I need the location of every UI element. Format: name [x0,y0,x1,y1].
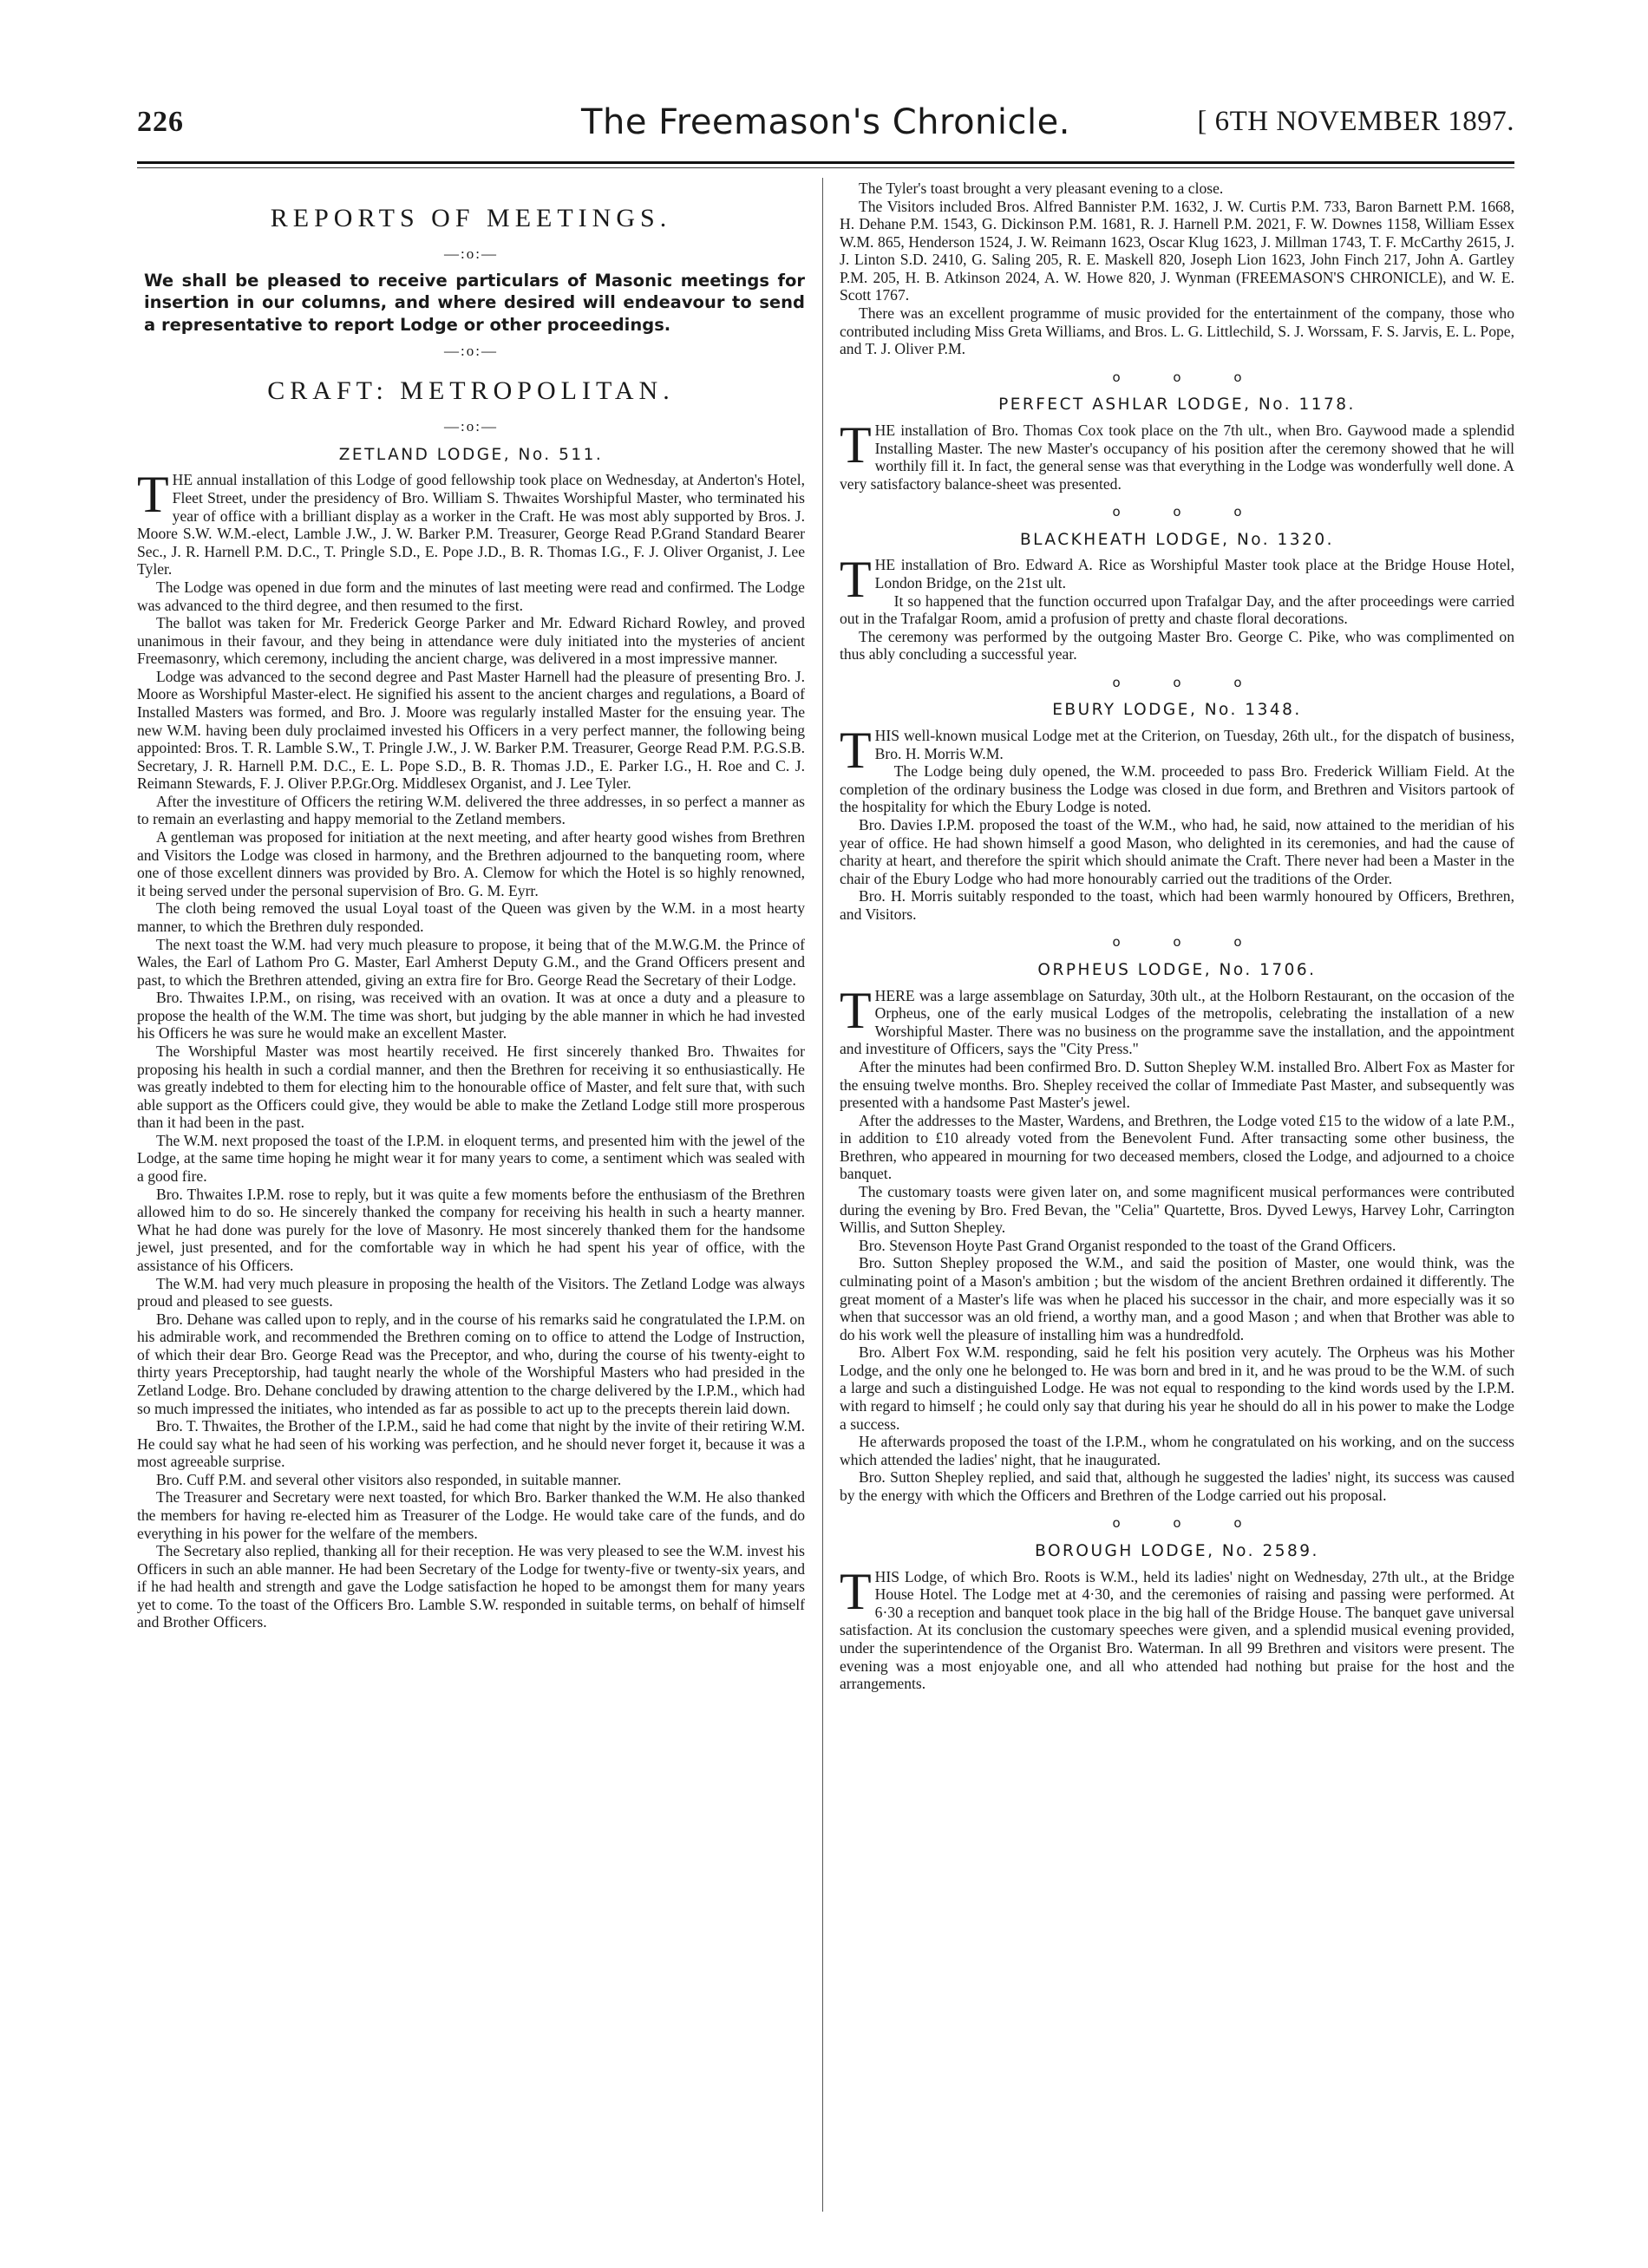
article-body-blackheath [840,592,1514,663]
lead-text: HE installation of Bro. Edward A. Rice as Worshipful Master took place at the Bridge House Hotel, London Bridge, on the 21st ult. [874,556,1514,592]
drop-cap: T [840,981,872,1039]
column-divider [822,178,823,2212]
lead-text: HERE was a large assemblage on Saturday, 30th ult., at the Holborn Restaurant, on the occasion of the Orpheus, one of the early musical Lodges of the metropolis, celebrating the installation of a new Worshipful Master. There was no business on the programme save the installation, and the appointment and investiture of Officers, says the "City Press." [840,986,1514,1058]
paragraph: Bro. T. Thwaites, the Brother of the I.P.M., said he had come that night by the invite of their retiring W.M. He could say what he had seen of his working was perfection, and he should never forget it, because it was a most agreeable surprise. [137,1417,805,1471]
article-body-zetland [137,578,805,1631]
right-column [840,180,1514,1693]
paragraph: Bro. Albert Fox W.M. responding, said he felt his position very acutely. The Orpheus was his Mother Lodge, and the only one he belonged to. He was born and bred in it, and he was proud to be the W.M. of such a large and such a distinguished Lodge. He was not equal to responding to the kind words used by the I.P.M. with regard to himself ; he could only say that during his year he should do all in his power to make the Lodge a success. [840,1343,1514,1433]
paragraph: After the investiture of Officers the retiring W.M. delivered the three addresses, in so perfect a manner as to remain an everlasting and happy memorial to the Zetland members. [137,792,805,828]
lead-paragraph [840,981,1514,1058]
paragraph: The cloth being removed the usual Loyal toast of the Queen was given by the W.M. in a most hearty manner, to which the Brethren duly responded. [137,899,805,935]
drop-cap: T [840,551,872,609]
reports-heading: REPORTS OF MEETINGS. [270,204,672,232]
paragraph: The customary toasts were given later on, and some magnificent musical performances were contributed during the evening by Bro. Fred Bevan, the "Celia" Quartette, Bros. Dyved Lewys, Harvey Lohr, Carrington Willis, and Sutton Shepley. [840,1183,1514,1237]
ornament: —:o:— [444,417,498,435]
paragraph: The ballot was taken for Mr. Frederick George Parker and Mr. Edward Richard Rowley, and proved unanimous in their favour, and they being in attendance were duly initiated into the mysteries of ancient Freemasonry, which ceremony, including the ancient charge, was delivered in a most impressive manner. [137,614,805,668]
paragraph: Bro. Thwaites I.P.M. rose to reply, but it was quite a few moments before the enthusiasm of the Brethren allowed him to do so. He sincerely thanked the company for receiving his health in such a hearty manner. What he had done was purely for the love of Masonry. He most sincerely thanked them for the handsome jewel, just presented, and for the comfortable way in which he had spent his year of office, with the assistance of his Officers. [137,1185,805,1274]
paragraph: Bro. Thwaites I.P.M., on rising, was received with an ovation. It was at once a duty and a pleasure to propose the health of the W.M. The time was short, but judging by the able manner in which he had invested his Officers he was sure he would make an excellent Master. [137,989,805,1042]
paragraph: Bro. Dehane was called upon to reply, and in the course of his remarks said he congratulated the I.P.M. on his admirable work, and recommended the Brethren coming on to office to attend the Lodge of Instruction, of which their dear Bro. George Read was the Preceptor, and who, during the course of his twenty-eight to thirty years Preceptorship, had taught nearly the whole of the Worshipful Masters who had presided in the Zetland Lodge. Bro. Dehane concluded by drawing attention to the charge delivered by the I.P.M., which had so much impressed the initiates, who intended as far as possible to act up to the precepts therein laid down. [137,1310,805,1417]
lodge-title-perfect-ashlar: PERFECT ASHLAR LODGE, No. 1178. [998,395,1356,415]
paragraph: Bro. H. Morris suitably responded to the toast, which had been warmly honoured by Officers, Brethren, and Visitors. [840,887,1514,923]
drop-cap: T [137,466,169,524]
paragraph: The Lodge was opened in due form and the minutes of last meeting were read and confirmed. The Lodge was advanced to the third degree, and then resumed to the first. [137,578,805,614]
lead-text: HE installation of Bro. Thomas Cox took place on the 7th ult., when Bro. Gaywood made a splendid Installing Master. The new Master's occupancy of his position after the ceremony showed that he will worthily fill it. In fact, the general sense was that everything in the Lodge was wonderfully well done. A very satisfactory balance-sheet was presented. [840,421,1514,493]
paragraph: The Worshipful Master was most heartily received. He first sincerely thanked Bro. Thwaites for proposing his health in such a cordial manner, and then the Brethren for receiving it so enthusiastically. He was greatly indebted to them for electing him to the honourable office of Master, and felt sure that, with such able support as the Officers could give, they would be able to make the Zetland Lodge still more prosperous than it had been in the past. [137,1042,805,1132]
header-rule-thin [137,167,1514,168]
issue-date: [ 6TH NOVEMBER 1897. [1197,106,1514,137]
paragraph: The Treasurer and Secretary were next toasted, for which Bro. Barker thanked the W.M. He also thanked the members for having re-elected him as Treasurer of the Lodge. He would take care of the funds, and do everything in his power for the welfare of the members. [137,1488,805,1542]
drop-cap: T [840,722,872,780]
page-header [137,102,1514,156]
paragraph: After the addresses to the Master, Wardens, and Brethren, the Lodge voted £15 to the widow of a late P.M., in addition to £10 already voted from the Benevolent Fund. After transacting some other business, the Brethren, who appeared in mourning for two deceased members, closed the Lodge, and adjourned to a choice banquet. [840,1111,1514,1183]
lead-paragraph [137,466,805,578]
lead-paragraph [840,722,1514,780]
separator-bullets: o o o [1112,674,1242,690]
paragraph: The Visitors included Bros. Alfred Bannister P.M. 1632, J. W. Curtis P.M. 733, Baron Barnett P.M. 1668, H. Dehane P.M. 1543, G. Dickinson P.M. 1681, R. J. Harnell P.M. 2021, F. W. Downes 1158, William Essex W.M. 865, Henderson 1524, J. W. Reimann 1623, Oscar Klug 1623, J. Millman 1743, T. F. McCarthy 2615, J. J. Linton S.D. 2410, G. Saling 205, R. E. Maskell 820, Joseph Lion 1623, John Finch 217, John A. Gartley P.M. 205, H. B. Atkinson 2024, A. W. Howe 820, J. Wynman (FREEMASON'S CHRONICLE), and W. E. Scott 1767. [840,197,1514,304]
article-body-orpheus [840,1058,1514,1504]
ornament: —:o:— [444,245,498,263]
drop-cap: T [840,415,872,474]
paragraph: It so happened that the function occurred upon Trafalgar Day, and the after proceedings were carried out in the Trafalgar Room, amid a profusion of pretty and chaste floral decorations. [840,592,1514,628]
paragraph: The next toast the W.M. had very much pleasure to propose, it being that of the M.W.G.M. the Prince of Wales, the Earl of Lathom Pro G. Master, Earl Amherst Deputy G.M., and the Grand Officers present and past, to which the Brethren attended, giving an extra fire for Bro. George Read the Secretary of their Lodge. [137,935,805,989]
article-body-zetland-continued [840,180,1514,358]
lead-text: HE annual installation of this Lodge of good fellowship took place on Wednesday, at Anderton's Hotel, Fleet Street, under the presidency of Bro. William S. Thwaites Worshipful Master, who terminated his year of office with a brilliant display as a worker in the Craft. He was most ably supported by Bros. J. Moore S.W. W.M.-elect, Lamble J.W., J. W. Barker P.M. Treasurer, George Read P.Grand Standard Bearer Sec., J. R. Harnell P.M. D.C., T. Pringle S.D., E. Pope J.D., B. R. Thomas I.G., F. J. Oliver Organist, J. Lee Tyler. [137,471,805,578]
lead-text: HIS well-known musical Lodge met at the Criterion, on Tuesday, 26th ult., for the dispatch of business, Bro. H. Morris W.M. [874,727,1514,762]
paragraph: Lodge was advanced to the second degree and Past Master Harnell had the pleasure of presenting Bro. J. Moore as Worshipful Master-elect. He signified his assent to the ancient charges and regulations, a Board of Installed Masters was formed, and Bro. J. Moore was regularly installed Master for the ensuing year. The new W.M. having been duly proclaimed invested his Officers in a very perfect manner, the following being appointed: Bros. T. R. Lamble S.W., T. Pringle J.W., J. W. Barker P.M. Treasurer, George Read P.M. P.G.S.B. Secretary, J. R. Harnell P.M. D.C., E. L. Pope S.D., B. R. Thomas J.D., E. Parker I.G., H. Roe and C. J. Reimann Stewards, F. J. Oliver P.P.Gr.Org. Middlesex Organist, and J. Lee Tyler. [137,667,805,793]
paragraph: Bro. Stevenson Hoyte Past Grand Organist responded to the toast of the Grand Officers. [859,1236,1396,1254]
lodge-title-zetland: ZETLAND LODGE, No. 511. [338,445,604,464]
lead-paragraph [840,551,1514,609]
separator-bullets: o o o [1112,369,1242,385]
separator-bullets: o o o [1112,1515,1242,1532]
paragraph: There was an excellent programme of music provided for the entertainment of the company, those who contributed including Miss Greta Williams, and Bros. L. G. Littlechild, S. J. Worssam, F. S. Jarvis, E. L. Pope, and T. J. Oliver P.M. [840,304,1514,358]
article-body-ebury [840,762,1514,923]
left-column [137,184,805,1631]
paragraph: The W.M. had very much pleasure in proposing the health of the Visitors. The Zetland Lodge was always proud and pleased to see guests. [137,1274,805,1310]
lodge-title-ebury: EBURY LODGE, No. 1348. [1052,701,1302,720]
header-rule [137,161,1514,164]
paragraph: The Lodge being duly opened, the W.M. proceeded to pass Bro. Frederick William Field. At the completion of the ordinary business the Lodge was closed in due form, and Brethren and Visitors partook of the hospitality for which the Ebury Lodge is noted. [840,762,1514,816]
paragraph: The Secretary also replied, thanking all for their reception. He was very pleased to see the W.M. invest his Officers in such an able manner. He had been Secretary of the Lodge for twenty-five or twenty-six years, and if he had health and strength and gave the Lodge satisfaction he hoped to be amongst them for many years yet to come. To the toast of the Officers Bro. Lamble S.W. responded in suitable terms, on behalf of himself and Brother Officers. [137,1542,805,1631]
lead-paragraph [840,415,1514,493]
paragraph: The W.M. next proposed the toast of the I.P.M. in eloquent terms, and presented him with the jewel of the Lodge, at the same time hoping he might wear it for many years to come, a sentiment which was sealed with a good fire. [137,1131,805,1186]
paragraph: Bro. Davies I.P.M. proposed the toast of the W.M., who had, he said, now attained to the meridian of his year of office. He had shown himself a good Mason, who delighted in its ceremonies, and had the cause of charity at heart, and therefore the spirit which should animate the Craft. There never had been a Master in the chair of the Ebury Lodge who had more honourably carried out the traditions of the Order. [840,816,1514,887]
intro-notice: We shall be pleased to receive particulars of Masonic meetings for insertion in our columns, and where desired will endeavour to send a representative to report Lodge or other proceedings. [144,270,805,335]
paragraph: A gentleman was proposed for initiation at the next meeting, and after hearty good wishes from Brethren and Visitors the Lodge was closed in harmony, and the Brethren adjourned to the banqueting room, where one of those excellent dinners was provided by Bro. A. Clemow for which the Hotel is so highly renowned, it being served under the personal supervision of Bro. G. M. Eyrr. [137,828,805,899]
craft-heading: CRAFT: METROPOLITAN. [267,376,675,405]
page-number: 226 [137,106,184,138]
paragraph: Bro. Cuff P.M. and several other visitors also responded, in suitable manner. [156,1470,622,1488]
lead-paragraph [840,1562,1514,1693]
paragraph: Bro. Sutton Shepley replied, and said that, although he suggested the ladies' night, its success was caused by the energy with which the Officers and Brethren of the Lodge carried out his proposal. [840,1468,1514,1504]
lodge-title-borough: BOROUGH LODGE, No. 2589. [1035,1541,1319,1560]
separator-bullets: o o o [1112,934,1242,951]
drop-cap: T [840,1562,872,1620]
lead-text: HIS Lodge, of which Bro. Roots is W.M., held its ladies' night on Wednesday, 27th ult., at the Bridge House Hotel. The Lodge met at 4·30, and the ceremonies of raising and passing were performed. At 6·30 a reception and banquet took place in the big hall of the Bridge House. The banquet gave universal satisfaction. At its conclusion the customary speeches were given, and a splendid musical evening provided, under the superintendence of the Organist Bro. Waterman. In all 99 Brethren and visitors were present. The evening was a most enjoyable one, and all who attended had nothing but praise for the host and the arrangements. [840,1567,1514,1693]
separator-bullets: o o o [1112,504,1242,520]
paragraph: The Tyler's toast brought a very pleasant evening to a close. [859,180,1224,197]
lodge-title-blackheath: BLACKHEATH LODGE, No. 1320. [1019,530,1334,549]
paragraph: Bro. Sutton Shepley proposed the W.M., and said the position of Master, one would think, was the culminating point of a Mason's ambition ; but the wisdom of the ancient Brethren ordained it differently. The great moment of a Master's life was when he placed his successor in the chair, and more especially was it so when that successor was an old friend, a worthy man, and a good Mason ; and when that Brother was able to do his work well the pleasure of installing him was a hundredfold. [840,1254,1514,1343]
paragraph: The ceremony was performed by the outgoing Master Bro. George C. Pike, who was complimented on thus ably concluding a successful year. [840,627,1514,663]
lodge-title-orpheus: ORPHEUS LODGE, No. 1706. [1037,961,1317,980]
masthead-title: The Freemason's Chronicle. [581,102,1070,142]
paragraph: After the minutes had been confirmed Bro. D. Sutton Shepley W.M. installed Bro. Albert Fox as Master for the ensuing twelve months. Bro. Shepley received the collar of Immediate Past Master, and subsequently was presented with a handsome Past Master's jewel. [840,1057,1514,1112]
paragraph: He afterwards proposed the toast of the I.P.M., whom he congratulated on his working, and on the success which attended the ladies' night, that he inaugurated. [840,1433,1514,1468]
ornament: —:o:— [444,343,498,359]
